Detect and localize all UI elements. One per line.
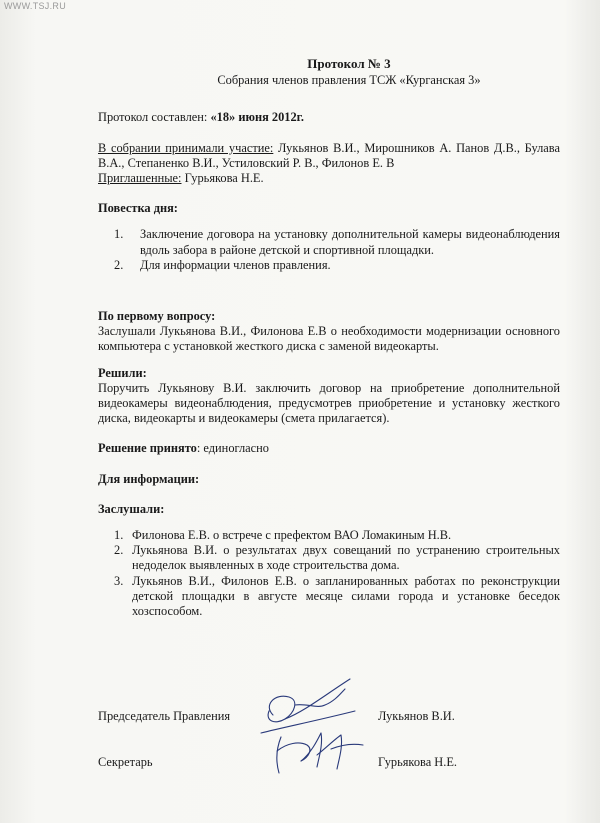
chairman-role: Председатель Правления [98,709,231,723]
first-question-text: Заслушали Лукьянова В.И., Филонова Е.В о необходимости модернизации основного компьютера с установкой жесткого диска с заменой видеокарты. [98,324,560,354]
watermark: WWW.TSJ.RU [4,1,66,11]
secretary-role: Секретарь [98,755,153,769]
agenda-list [98,227,560,273]
heard-item-number: 3. [114,573,124,588]
decision-value: : единогласно [196,441,269,456]
decision-line [98,441,560,456]
signature-stroke [268,696,295,722]
document-subtitle: Собрания членов правления ТСЖ «Курганская 3» [217,73,481,88]
signature-stroke [277,743,310,761]
heard-item-text: Филонова Е.В. о встрече с префектом ВАО Ломакиным Н.В. [132,528,452,543]
decided-text: Поручить Лукьянову В.И. заключить договор на приобретение дополнительной видеокамеры видеонаблюдения, предусмотрев приобретение и установку жесткого диска, видеокарты и видеокамеры (смета прилагается). [98,380,560,426]
decided-heading: Решили: [98,365,147,380]
agenda-item-number: 1. [114,227,124,242]
info-heading: Для информации: [98,471,200,486]
compiled-label: Протокол составлен: [98,110,208,125]
agenda-item-text: Заключение договора на установку дополнительной камеры видеонаблюдения вдоль забора в районе детской и спортивной площадки. [140,227,560,257]
heard-list [98,528,560,619]
first-question-heading: По первому вопросу: [98,309,216,324]
agenda-item-number: 2. [114,257,124,272]
heard-item [98,528,560,543]
signature-stroke [317,735,342,769]
signature-stroke [285,679,350,719]
agenda-item [98,258,560,273]
agenda-item-text: Для информации членов правления. [140,257,331,272]
invited-label: Приглашенные: [98,171,182,186]
heard-item-number: 1. [114,528,124,543]
agenda-item [98,227,560,257]
invited-line [98,171,560,186]
compiled-line [98,110,560,125]
protocol-body [98,56,560,619]
compiled-date: «18» июня 2012г. [210,110,304,125]
chairman-name: Лукьянов В.И. [378,709,455,723]
agenda-heading: Повестка дня: [98,201,178,216]
signature-stroke [277,737,281,773]
heard-item-text: Лукьянова В.И. о результатах двух совещаний по устранению строительных недоделок выявленных в ходе строительства дома. [132,543,560,573]
heard-item [98,574,560,620]
heard-item-number: 2. [114,543,124,558]
secretary-name: Гурьякова Н.Е. [378,755,458,769]
signature-stroke [301,733,322,767]
decision-label: Решение принято [98,441,197,456]
participants-paragraph [98,141,560,171]
heard-item-text: Лукьянов В.И., Филонов Е.В. о запланированных работах по реконструкции детской площадки в августе месяце силами города и установке беседок хозспособом. [132,573,560,619]
signature-stroke [295,689,345,706]
invited-names: Гурьякова Н.Е. [181,171,264,186]
participants-names: Лукьянов В.И., Мирошников А. Панов Д.В., Булава В.А., Степаненко В.И., Устиловский Р. В., Филонов Е. В [98,140,560,170]
participants-label: В собрании принимали участие: [98,140,274,155]
handwritten-signature [255,675,375,780]
heard-item [98,543,560,573]
document-title: Протокол № 3 [307,56,391,71]
heard-heading: Заслушали: [98,501,165,516]
signature-stroke [331,744,363,749]
